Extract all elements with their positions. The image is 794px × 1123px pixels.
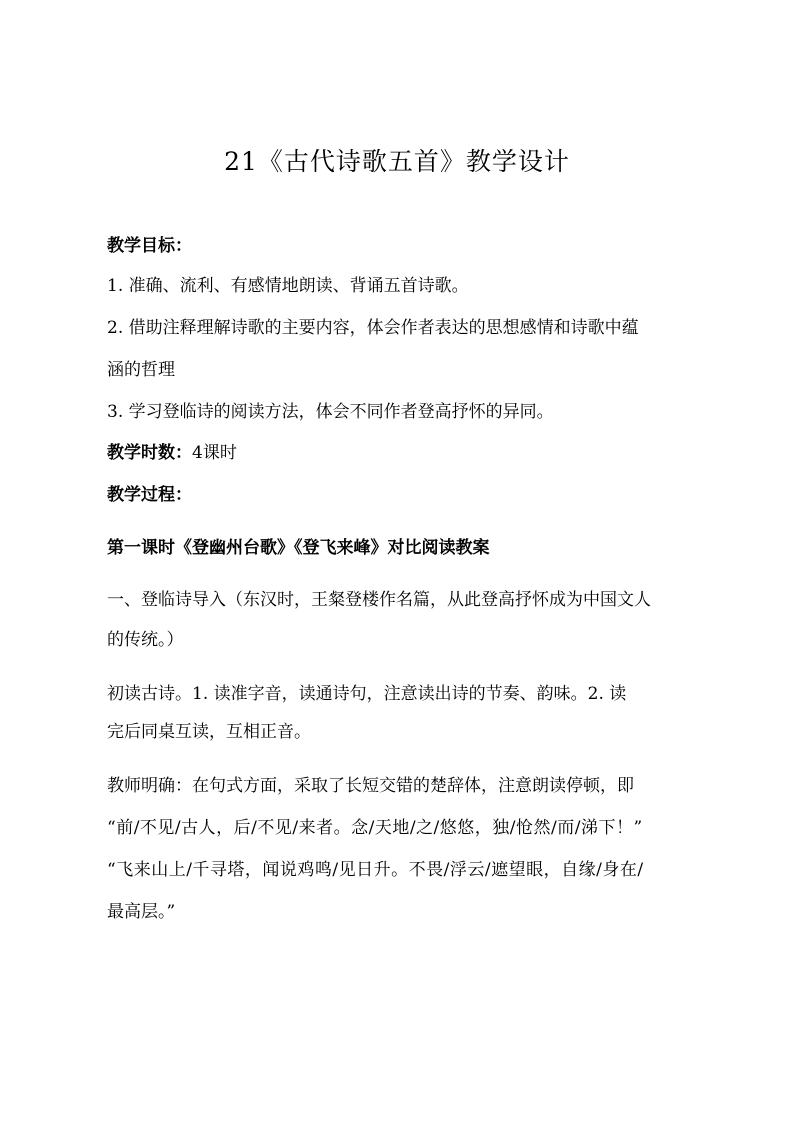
lesson1-heading: 第一课时《登幽州台歌》《登飞来峰》对比阅读教案 [107, 538, 490, 558]
objective-item-1: 1. 准确、流利、有感情地朗读、背诵五首诗歌。 [107, 276, 469, 296]
lesson1-intro: 一、登临诗导入（东汉时，王粲登楼作名篇，从此登高抒怀成为中国文人 [107, 590, 651, 610]
lesson1-reading-continued: 完后同桌互读，互相正音。 [107, 722, 311, 742]
objectives-heading: 教学目标： [107, 236, 192, 256]
objective-item-3: 3. 学习登临诗的阅读方法，体会不同作者登高抒怀的异同。 [107, 402, 554, 422]
objective-item-2-continued: 涵的哲理 [107, 360, 175, 380]
teaching-hours [107, 441, 237, 465]
lesson1-reading: 初读古诗。1. 读准字音，读通诗句，注意读出诗的节奏、韵味。2. 读 [107, 684, 627, 704]
objective-item-2: 2. 借助注释理解诗歌的主要内容，体会作者表达的思想感情和诗歌中蕴 [107, 318, 639, 338]
poem-quote-2: “飞来山上/千寻塔，闻说鸡鸣/见日升。不畏/浮云/遮望眼，自缘/身在/ [107, 860, 644, 880]
poem-quote-2-continued: 最高层。” [107, 902, 176, 922]
document-title: 21《古代诗歌五首》教学设计 [224, 147, 570, 176]
lesson1-teacher-note: 教师明确：在句式方面，采取了长短交错的楚辞体，注意朗读停顿，即 [107, 776, 634, 796]
process-heading: 教学过程： [107, 485, 192, 505]
lesson1-intro-continued: 的传统。） [107, 630, 184, 650]
teaching-hours-value: 4课时 [192, 443, 237, 463]
poem-quote-1: “前/不见/古人，后/不见/来者。念/天地/之/悠悠，独/怆然/而/涕下！” [107, 818, 643, 838]
teaching-hours-label: 教学时数： [107, 443, 192, 463]
